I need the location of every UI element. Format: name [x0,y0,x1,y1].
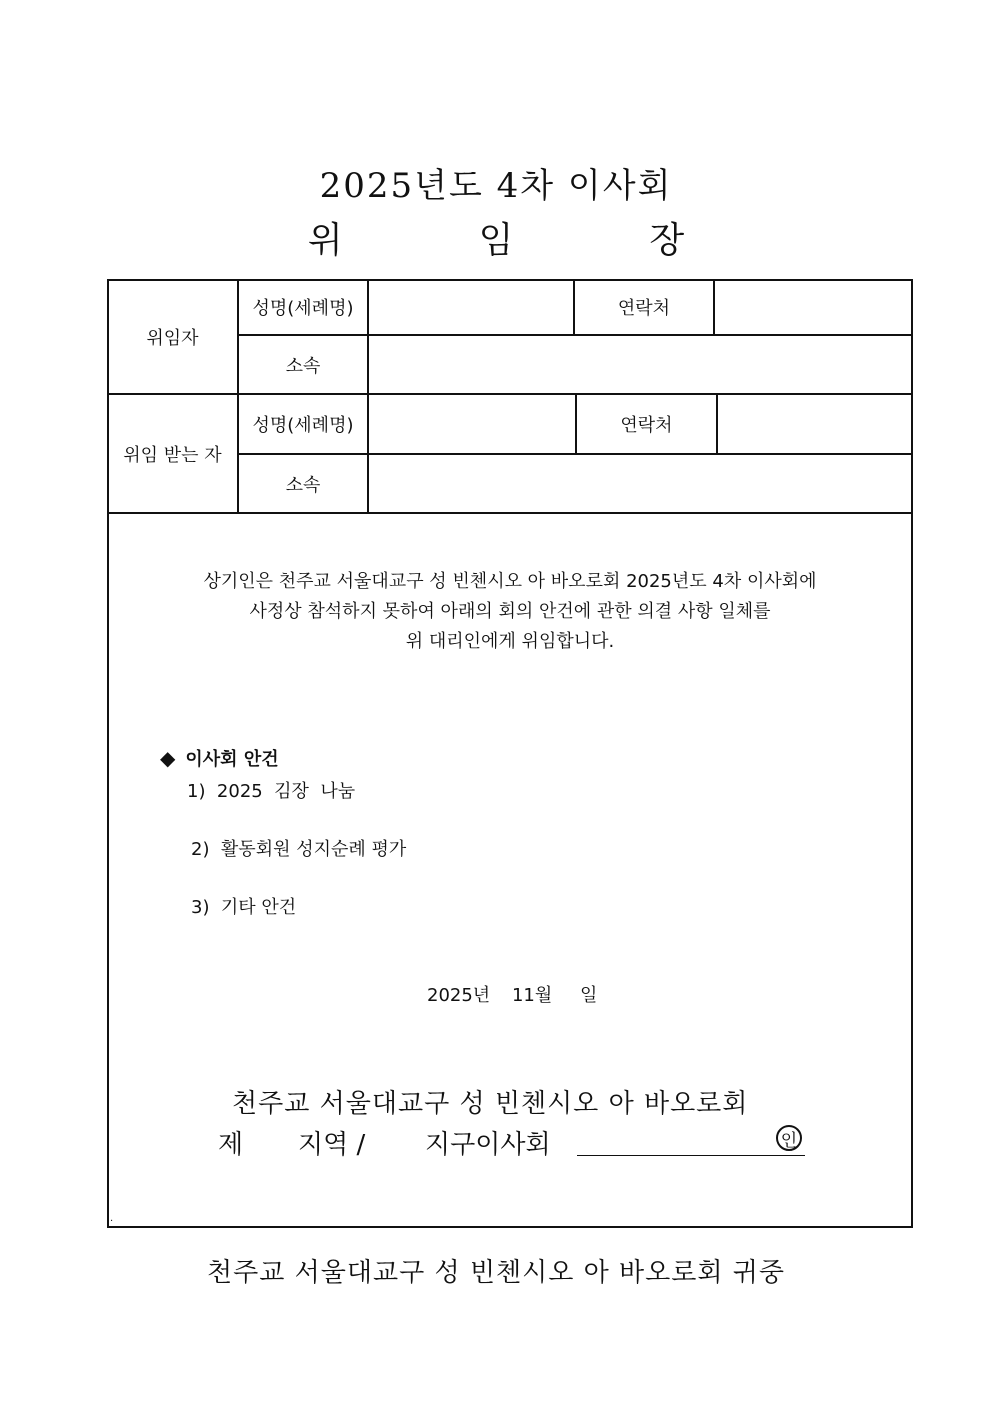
delegator-contact-field[interactable] [715,281,911,334]
date-day: 일 [579,985,598,1006]
date-year: 2025년 [427,985,491,1006]
delegate-name-field[interactable] [369,395,575,452]
diamond-bullet-icon: ◆ [160,746,176,770]
delegate-affiliation-field[interactable] [369,455,911,511]
date-month: 11월 [511,985,553,1006]
delegator-label: 위임자 [146,327,199,349]
agenda-heading [160,745,279,771]
addressee-footer: 천주교 서울대교구 성 빈첸시오 아 바오로회 귀중 [207,1258,785,1288]
delegator-affiliation-field[interactable] [369,336,911,393]
seal-mark: 인 [776,1125,802,1151]
agenda-item-2: 2) 활동회원 성지순례 평가 [191,839,407,860]
signature-region: 지역 / [298,1130,366,1160]
delegate-contact-label: 연락처 [620,414,673,436]
delegate-name-label: 성명(세례명) [252,414,354,436]
signature-council: 지구이사회 [425,1130,551,1160]
delegator-name-label: 성명(세례명) [252,298,354,319]
statement-line-1: 상기인은 천주교 서울대교구 성 빈첸시오 아 바오로회 2025년도 4차 이사회에 [203,571,817,592]
delegate-contact-field[interactable] [718,395,911,452]
document-subtitle [0,212,992,263]
delegator-name-field[interactable] [369,281,573,334]
agenda-item-3: 3) 기타 안건 [191,897,297,918]
signature-line[interactable] [577,1155,805,1156]
statement-line-3: 위 대리인에게 위임합니다. [405,631,615,652]
date-line [427,981,597,1007]
delegator-contact-label: 연락처 [617,298,671,319]
signature-prefix: 제 [218,1130,244,1160]
footer-dot: . [110,1213,114,1224]
delegate-label: 위임 받는 자 [123,444,222,466]
document-title: 2025년도 4차 이사회 [319,166,673,206]
delegate-affiliation-label: 소속 [285,474,321,496]
subtitle-char-1: 위 [307,220,343,261]
agenda-heading-text: 이사회 안건 [185,749,279,770]
agenda-item-1: 1) 2025 김장 나눔 [187,781,356,802]
subtitle-char-3: 장 [649,220,685,261]
delegator-affiliation-label: 소속 [285,355,321,377]
subtitle-char-2: 임 [478,220,514,261]
signature-organization: 천주교 서울대교구 성 빈첸시오 아 바오로회 [232,1089,749,1119]
statement-line-2: 사정상 참석하지 못하여 아래의 회의 안건에 관한 의결 사항 일체를 [249,601,771,622]
